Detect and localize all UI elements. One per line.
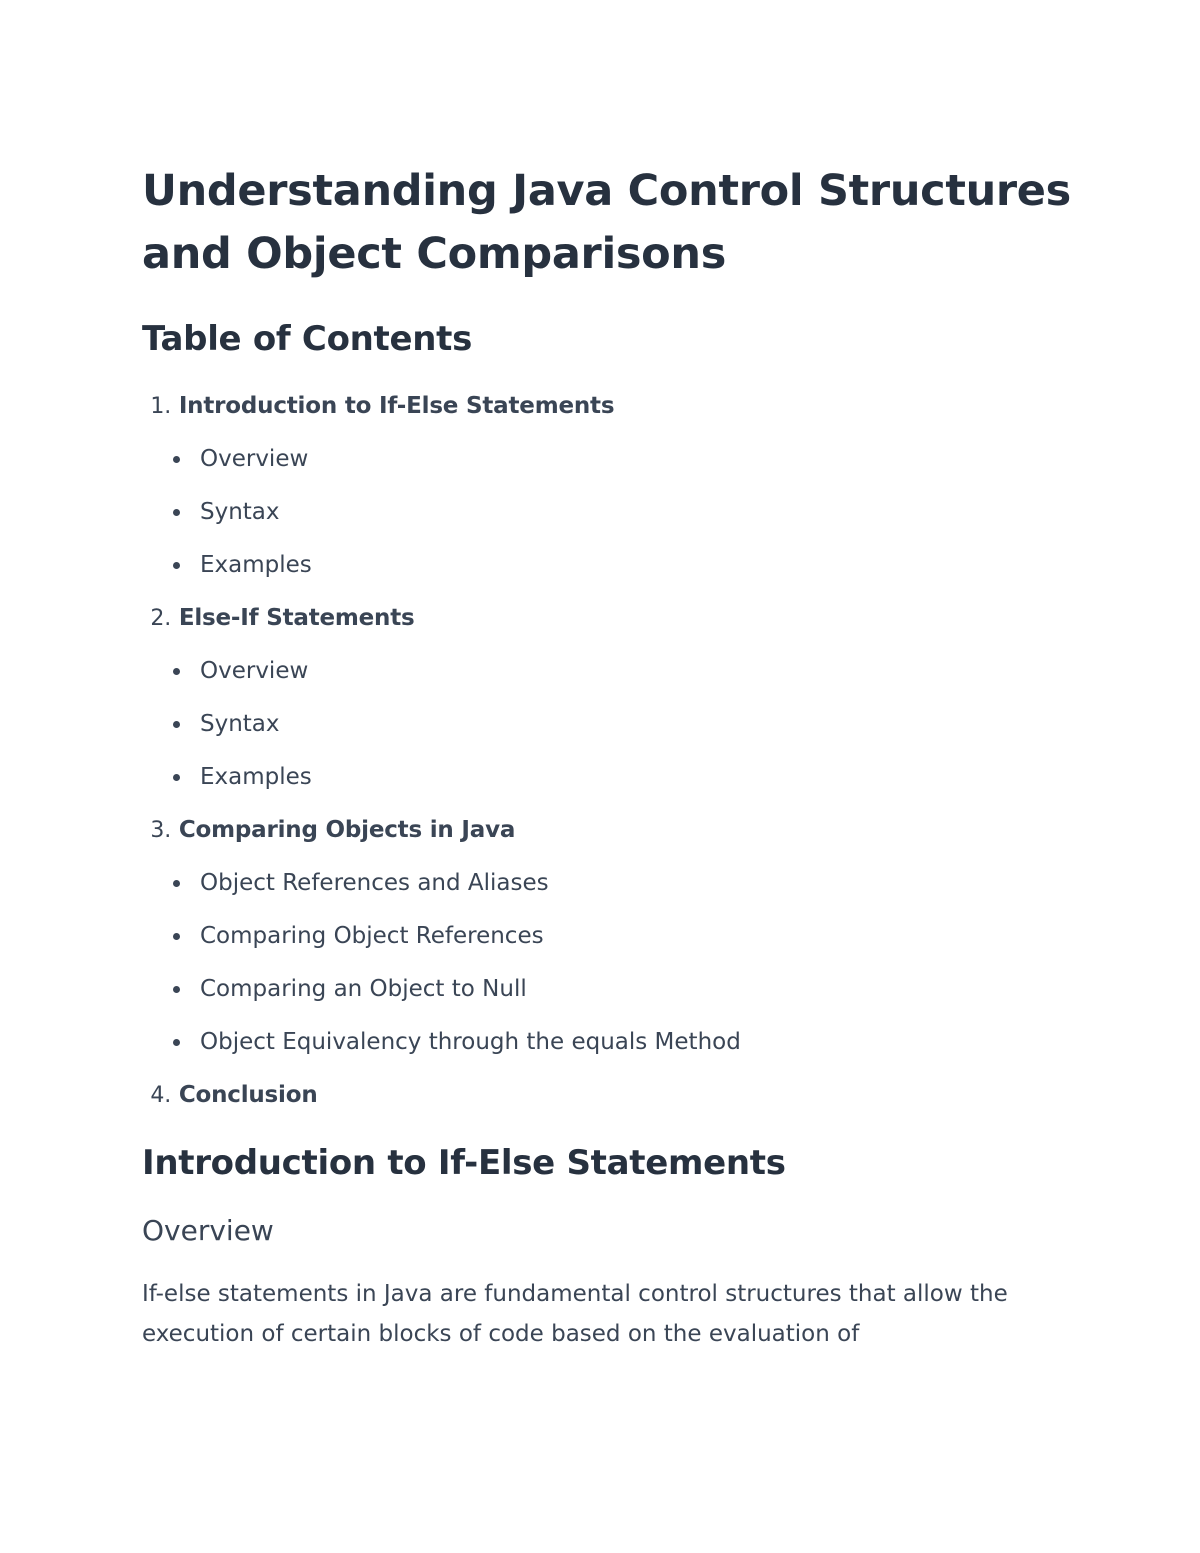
toc-subsection-item[interactable] [142, 1024, 1042, 1077]
toc-section-label: Introduction to If-Else Statements [178, 393, 615, 419]
bullet-icon [173, 668, 180, 675]
toc-subsection-item[interactable] [142, 971, 1042, 1024]
toc-subsection-list [142, 865, 1042, 1077]
toc-subsection-label: Overview [200, 446, 309, 472]
toc-subsection-label: Syntax [200, 499, 280, 525]
bullet-icon [173, 562, 180, 569]
toc-subsection-label: Overview [200, 658, 309, 684]
bullet-icon [173, 721, 180, 728]
toc-subsection-label: Syntax [200, 711, 280, 737]
toc-section-title[interactable] [142, 388, 1042, 441]
toc-section-number: 4. [150, 1083, 171, 1108]
toc-section [142, 388, 1042, 600]
toc-subsection-label: Comparing an Object to Null [200, 976, 527, 1002]
toc-subsection-list [142, 653, 1042, 812]
toc-section-label: Comparing Objects in Java [178, 817, 516, 843]
document-title: Understanding Java Control Structures and Object Comparisons [142, 166, 1071, 279]
toc-subsection-label: Object References and Aliases [200, 870, 549, 896]
toc-section-number: 2. [150, 606, 171, 631]
toc-subsection-item[interactable] [142, 441, 1042, 494]
bullet-icon [173, 933, 180, 940]
toc-subsection-item[interactable] [142, 547, 1042, 600]
toc-section-title[interactable] [142, 600, 1042, 653]
toc-section [142, 812, 1042, 1077]
toc-subsection-item[interactable] [142, 706, 1042, 759]
table-of-contents [142, 388, 1042, 1130]
toc-subsection-item[interactable] [142, 759, 1042, 812]
toc-subsection-label: Examples [200, 764, 312, 790]
toc-subsection-label: Object Equivalency through the equals Method [200, 1029, 741, 1055]
toc-section [142, 600, 1042, 812]
bullet-icon [173, 456, 180, 463]
toc-section-number: 3. [150, 818, 171, 843]
toc-subsection-item[interactable] [142, 494, 1042, 547]
bullet-icon [173, 1039, 180, 1046]
toc-subsection-item[interactable] [142, 653, 1042, 706]
subsection-heading: Overview [142, 1214, 274, 1247]
toc-section [142, 1077, 1042, 1130]
toc-subsection-item[interactable] [142, 865, 1042, 918]
toc-section-label: Else-If Statements [178, 605, 415, 631]
bullet-icon [173, 880, 180, 887]
body-paragraph: If-else statements in Java are fundamental control structures that allow the execution of certain blocks of code based on the evaluation of [142, 1281, 1008, 1347]
toc-subsection-label: Examples [200, 552, 312, 578]
bullet-icon [173, 986, 180, 993]
toc-section-number: 1. [150, 394, 171, 419]
bullet-icon [173, 774, 180, 781]
toc-section-title[interactable] [142, 812, 1042, 865]
toc-subsection-item[interactable] [142, 918, 1042, 971]
toc-section-label: Conclusion [178, 1082, 318, 1108]
section-heading: Introduction to If-Else Statements [142, 1143, 786, 1183]
toc-heading: Table of Contents [142, 319, 473, 359]
bullet-icon [173, 509, 180, 516]
toc-subsection-list [142, 441, 1042, 600]
toc-subsection-label: Comparing Object References [200, 923, 544, 949]
toc-section-title[interactable] [142, 1077, 1042, 1130]
